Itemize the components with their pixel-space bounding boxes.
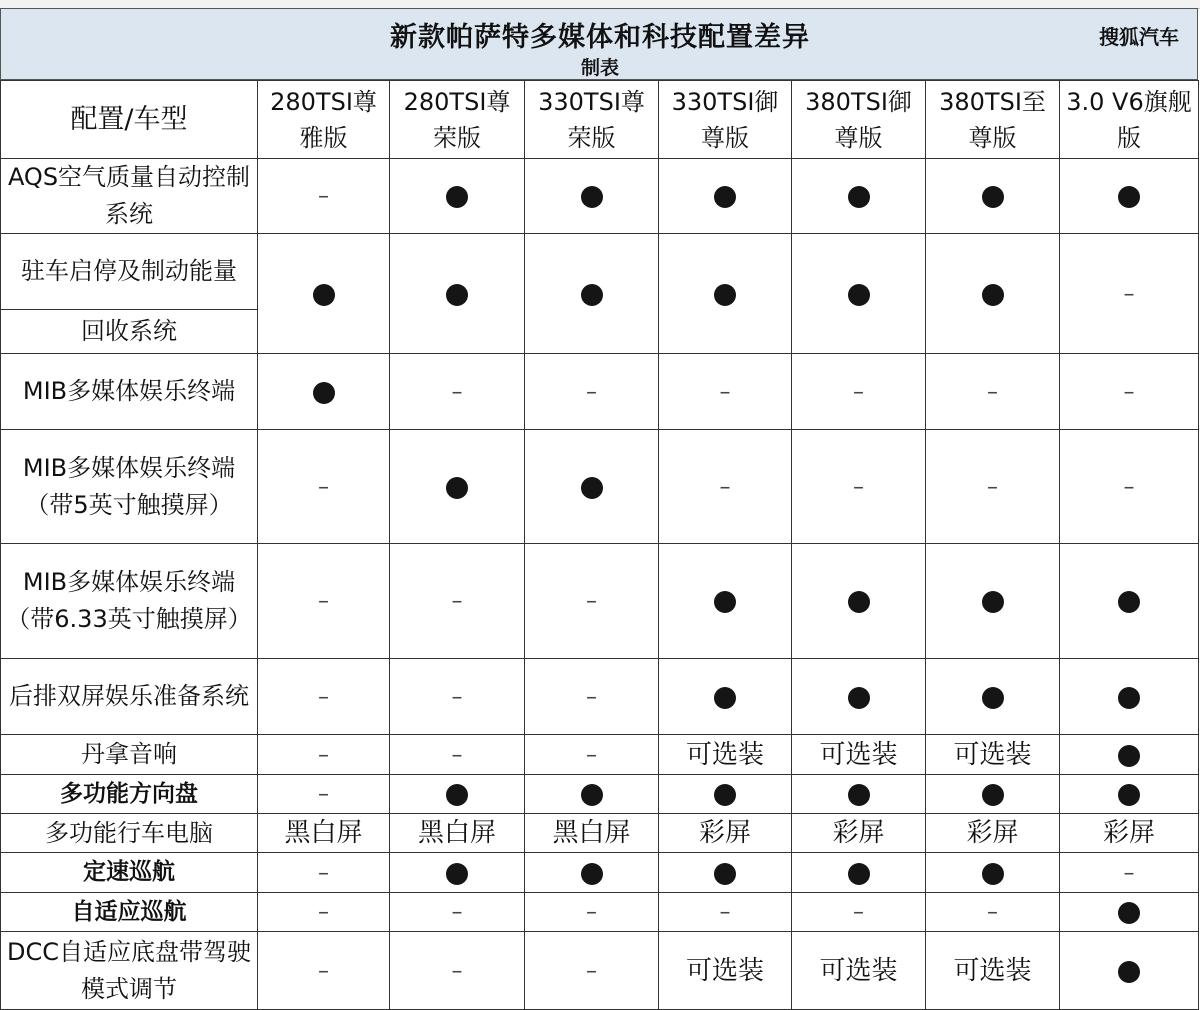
value-cell xyxy=(659,354,792,430)
table-row xyxy=(1,775,1199,814)
value-text: 可选装 xyxy=(819,955,898,986)
standard-dot-icon xyxy=(313,284,335,306)
value-cell xyxy=(926,735,1060,775)
table-row xyxy=(1,354,1199,430)
value-cell xyxy=(1060,814,1199,853)
feature-label: 多功能行车电脑 xyxy=(1,814,258,853)
not-available-dash: – xyxy=(318,589,329,614)
not-available-dash: – xyxy=(586,900,597,925)
value-cell xyxy=(659,159,792,234)
feature-label: 驻车启停及制动能量 xyxy=(1,234,258,310)
config-table xyxy=(0,80,1199,1010)
standard-dot-icon xyxy=(446,784,468,806)
standard-dot-icon xyxy=(714,863,736,885)
value-cell xyxy=(258,814,390,853)
model-header: 280TSI尊雅版 xyxy=(258,81,390,159)
standard-dot-icon xyxy=(313,382,335,404)
standard-dot-icon xyxy=(446,477,468,499)
standard-dot-icon xyxy=(848,591,870,613)
standard-dot-icon xyxy=(848,863,870,885)
value-cell xyxy=(525,853,659,893)
value-cell xyxy=(792,659,926,735)
not-available-dash: – xyxy=(451,742,463,768)
not-available-dash: – xyxy=(318,184,329,209)
model-header: 280TSI尊荣版 xyxy=(390,81,525,159)
value-cell xyxy=(659,932,792,1010)
value-cell xyxy=(525,430,659,544)
value-cell xyxy=(792,853,926,893)
standard-dot-icon xyxy=(1118,784,1140,806)
value-cell xyxy=(659,659,792,735)
standard-dot-icon xyxy=(982,784,1004,806)
standard-dot-icon xyxy=(581,863,603,885)
not-available-dash: – xyxy=(318,900,329,925)
not-available-dash: – xyxy=(1123,379,1135,405)
value-cell xyxy=(258,544,390,659)
not-available-dash: – xyxy=(1123,474,1135,500)
value-cell xyxy=(926,932,1060,1010)
not-available-dash: – xyxy=(987,379,998,405)
table-row xyxy=(1,430,1199,544)
value-text: 彩屏 xyxy=(966,818,1019,848)
value-cell xyxy=(1060,354,1199,430)
not-available-dash: – xyxy=(451,589,463,614)
model-header: 330TSI尊荣版 xyxy=(525,81,659,159)
value-cell xyxy=(258,659,390,735)
value-cell xyxy=(258,354,390,430)
value-text: 可选装 xyxy=(685,739,764,770)
value-text: 黑白屏 xyxy=(552,818,631,848)
value-cell xyxy=(390,430,525,544)
not-available-dash: – xyxy=(719,474,731,500)
value-cell xyxy=(926,814,1060,853)
value-cell xyxy=(258,932,390,1010)
model-header-row xyxy=(1,81,1199,159)
standard-dot-icon xyxy=(446,863,468,885)
feature-label: MIB多媒体娱乐终端 xyxy=(1,354,258,430)
standard-dot-icon xyxy=(1118,591,1140,613)
feature-label: AQS空气质量自动控制系统 xyxy=(1,159,258,234)
model-header: 380TSI至尊版 xyxy=(926,81,1060,159)
standard-dot-icon xyxy=(581,477,603,499)
value-text: 可选装 xyxy=(685,955,764,986)
standard-dot-icon xyxy=(1118,902,1140,924)
value-text: 黑白屏 xyxy=(417,818,496,848)
not-available-dash: – xyxy=(451,684,463,710)
table-row xyxy=(1,159,1199,234)
value-text: 可选装 xyxy=(953,955,1032,986)
standard-dot-icon xyxy=(714,687,736,709)
not-available-dash: – xyxy=(318,474,329,500)
value-cell xyxy=(659,430,792,544)
value-cell xyxy=(926,159,1060,234)
value-cell xyxy=(525,735,659,775)
not-available-dash: – xyxy=(853,900,864,925)
not-available-dash: – xyxy=(451,958,463,984)
standard-dot-icon xyxy=(982,284,1004,306)
table-row xyxy=(1,814,1199,853)
value-cell xyxy=(659,775,792,814)
value-cell xyxy=(792,735,926,775)
value-cell xyxy=(659,814,792,853)
value-cell xyxy=(1060,853,1199,893)
standard-dot-icon xyxy=(848,687,870,709)
not-available-dash: – xyxy=(318,742,329,768)
standard-dot-icon xyxy=(446,186,468,208)
page-title: 新款帕萨特多媒体和科技配置差异 xyxy=(390,22,810,53)
not-available-dash: – xyxy=(318,958,329,984)
table-header-banner xyxy=(0,8,1198,80)
standard-dot-icon xyxy=(848,186,870,208)
value-cell xyxy=(792,544,926,659)
feature-label: 定速巡航 xyxy=(1,853,258,893)
value-cell xyxy=(1060,544,1199,659)
not-available-dash: – xyxy=(451,379,463,405)
value-text: 彩屏 xyxy=(1102,818,1155,848)
value-cell xyxy=(390,354,525,430)
value-cell xyxy=(390,659,525,735)
value-cell xyxy=(926,234,1060,354)
value-cell xyxy=(390,234,525,354)
value-cell xyxy=(926,430,1060,544)
value-cell xyxy=(525,544,659,659)
value-cell xyxy=(926,775,1060,814)
value-cell xyxy=(659,853,792,893)
model-header: 330TSI御尊版 xyxy=(659,81,792,159)
value-cell xyxy=(926,893,1060,932)
value-cell xyxy=(1060,932,1199,1010)
value-cell xyxy=(390,853,525,893)
feature-label: MIB多媒体娱乐终端（带5英寸触摸屏） xyxy=(1,430,258,544)
standard-dot-icon xyxy=(446,284,468,306)
value-text: 可选装 xyxy=(953,739,1032,770)
standard-dot-icon xyxy=(1118,186,1140,208)
value-cell xyxy=(525,932,659,1010)
value-cell xyxy=(926,659,1060,735)
standard-dot-icon xyxy=(982,186,1004,208)
value-cell xyxy=(792,932,926,1010)
value-cell xyxy=(525,159,659,234)
value-text: 可选装 xyxy=(819,739,898,770)
standard-dot-icon xyxy=(714,186,736,208)
value-cell xyxy=(390,932,525,1010)
standard-dot-icon xyxy=(1118,961,1140,983)
standard-dot-icon xyxy=(982,591,1004,613)
feature-label: 后排双屏娱乐准备系统 xyxy=(1,659,258,735)
standard-dot-icon xyxy=(1118,687,1140,709)
not-available-dash: – xyxy=(318,860,329,886)
value-cell xyxy=(659,234,792,354)
value-cell xyxy=(926,544,1060,659)
not-available-dash: – xyxy=(853,474,864,500)
not-available-dash: – xyxy=(719,900,731,925)
value-cell xyxy=(926,354,1060,430)
value-cell xyxy=(258,853,390,893)
standard-dot-icon xyxy=(982,687,1004,709)
standard-dot-icon xyxy=(848,284,870,306)
not-available-dash: – xyxy=(987,900,998,925)
table-row xyxy=(1,893,1199,932)
standard-dot-icon xyxy=(581,784,603,806)
value-cell xyxy=(390,159,525,234)
standard-dot-icon xyxy=(714,284,736,306)
value-cell xyxy=(258,893,390,932)
value-cell xyxy=(1060,159,1199,234)
not-available-dash: – xyxy=(853,379,864,405)
value-cell xyxy=(525,893,659,932)
brand-label: 搜狐汽车 xyxy=(1099,25,1179,49)
value-cell xyxy=(1060,430,1199,544)
value-cell xyxy=(792,430,926,544)
feature-label: DCC自适应底盘带驾驶模式调节 xyxy=(1,932,258,1010)
value-cell xyxy=(525,659,659,735)
corner-header: 配置/车型 xyxy=(1,81,258,159)
standard-dot-icon xyxy=(714,591,736,613)
not-available-dash: – xyxy=(1123,281,1135,307)
table-row xyxy=(1,932,1199,1010)
value-cell xyxy=(390,814,525,853)
page-subtitle: 制表 xyxy=(580,57,619,79)
not-available-dash: – xyxy=(987,474,998,500)
feature-label-continued: 回收系统 xyxy=(1,310,258,354)
value-cell xyxy=(792,814,926,853)
not-available-dash: – xyxy=(586,742,597,768)
value-cell xyxy=(659,544,792,659)
value-cell xyxy=(792,354,926,430)
table-row xyxy=(1,853,1199,893)
not-available-dash: – xyxy=(586,379,597,405)
value-cell xyxy=(390,893,525,932)
feature-label: 多功能方向盘 xyxy=(1,775,258,814)
model-header: 3.0 V6旗舰版 xyxy=(1060,81,1199,159)
value-cell xyxy=(525,234,659,354)
value-cell xyxy=(390,735,525,775)
value-cell xyxy=(525,814,659,853)
value-cell xyxy=(1060,735,1199,775)
value-cell xyxy=(792,234,926,354)
value-cell xyxy=(258,430,390,544)
not-available-dash: – xyxy=(586,684,597,710)
table-row xyxy=(1,544,1199,659)
standard-dot-icon xyxy=(581,186,603,208)
value-cell xyxy=(390,544,525,659)
table-row xyxy=(1,234,1199,310)
value-cell xyxy=(1060,775,1199,814)
standard-dot-icon xyxy=(848,784,870,806)
value-cell xyxy=(659,893,792,932)
value-cell xyxy=(926,853,1060,893)
value-text: 彩屏 xyxy=(832,818,885,848)
value-cell xyxy=(258,234,390,354)
value-cell xyxy=(258,159,390,234)
table-row xyxy=(1,659,1199,735)
feature-label: MIB多媒体娱乐终端（带6.33英寸触摸屏） xyxy=(1,544,258,659)
value-cell xyxy=(258,775,390,814)
table-body xyxy=(1,159,1199,1010)
feature-label: 丹拿音响 xyxy=(1,735,258,775)
value-cell xyxy=(792,775,926,814)
value-cell xyxy=(1060,893,1199,932)
not-available-dash: – xyxy=(586,958,597,984)
standard-dot-icon xyxy=(1118,745,1140,767)
value-cell xyxy=(792,893,926,932)
not-available-dash: – xyxy=(719,379,731,405)
not-available-dash: – xyxy=(318,684,329,710)
value-cell xyxy=(1060,659,1199,735)
standard-dot-icon xyxy=(581,284,603,306)
model-header: 380TSI御尊版 xyxy=(792,81,926,159)
value-cell xyxy=(1060,234,1199,354)
table-row xyxy=(1,735,1199,775)
value-cell xyxy=(525,354,659,430)
value-cell xyxy=(525,775,659,814)
not-available-dash: – xyxy=(1123,860,1135,886)
value-cell xyxy=(258,735,390,775)
value-text: 黑白屏 xyxy=(284,818,363,848)
value-cell xyxy=(792,159,926,234)
value-cell xyxy=(659,735,792,775)
not-available-dash: – xyxy=(586,589,597,614)
value-cell xyxy=(390,775,525,814)
not-available-dash: – xyxy=(318,782,329,807)
not-available-dash: – xyxy=(451,900,463,925)
standard-dot-icon xyxy=(714,784,736,806)
standard-dot-icon xyxy=(982,863,1004,885)
value-text: 彩屏 xyxy=(698,818,751,848)
feature-label: 自适应巡航 xyxy=(1,893,258,932)
